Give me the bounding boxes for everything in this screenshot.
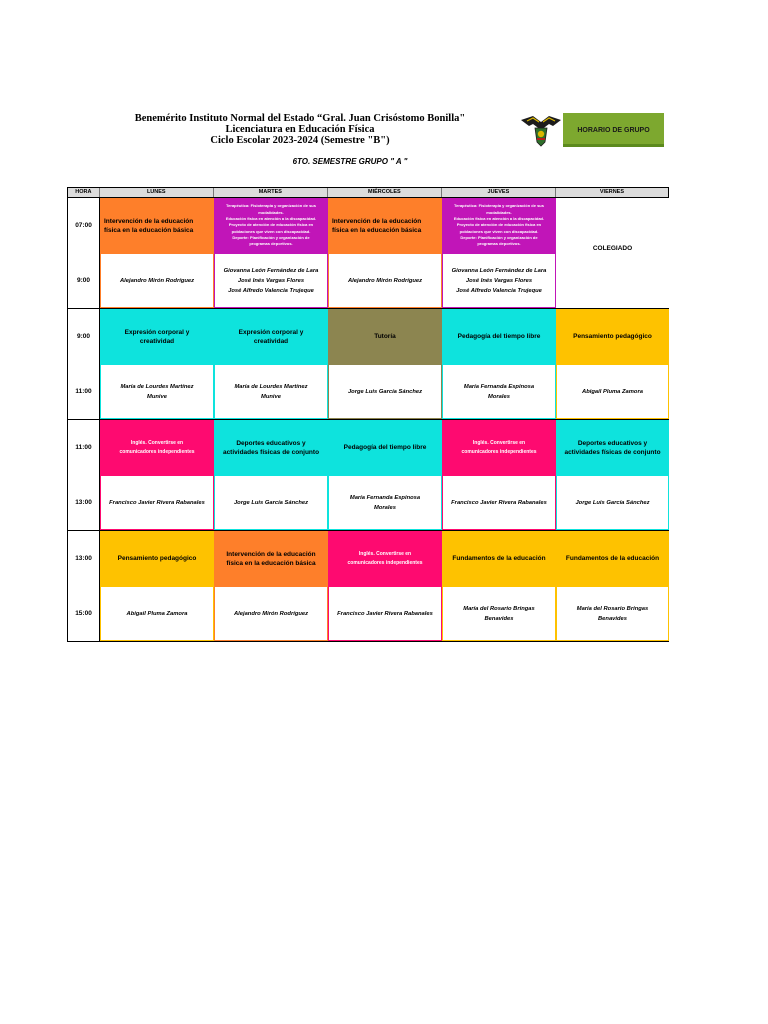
hour-cell: 13:00 <box>67 475 100 530</box>
cell-line: Tutoría <box>374 333 396 340</box>
teacher-cell-wednesday <box>328 475 442 530</box>
table-row <box>67 586 669 642</box>
column-header-friday: VIERNES <box>599 189 625 195</box>
cell-line: Giovanna León Fernández de Lara <box>223 267 319 274</box>
cell-line: Proyecto de atención de educación física en <box>456 222 542 228</box>
hour-cell: 11:00 <box>67 420 100 475</box>
cell-line: Jorge Luis García Sánchez <box>233 499 309 506</box>
cell-text <box>573 332 652 341</box>
cell-line: Jorge Luis García Sánchez <box>575 499 650 506</box>
cell-line: José Alfredo Valencia Trujeque <box>456 287 542 294</box>
hour-cell: 9:00 <box>67 309 100 364</box>
cell-text <box>593 244 632 253</box>
cell-line: José Inés Vargas Flores <box>465 277 533 284</box>
cell-line: Jorge Luis García Sánchez <box>347 388 423 395</box>
teacher-cell-tuesday <box>214 364 328 419</box>
teacher-cell-thursday <box>442 475 556 530</box>
cell-line: María de Lourdes Martínez <box>120 383 194 390</box>
cell-text <box>566 554 659 563</box>
subject-cell-wednesday <box>328 309 442 364</box>
cell-text <box>344 443 427 452</box>
column-header-monday: LUNES <box>100 188 214 197</box>
subject-cell-thursday <box>442 420 556 475</box>
cell-line: Francisco Javier Rivera Rabanales <box>337 610 433 617</box>
cell-text <box>234 609 308 619</box>
cell-line: María del Rosario Bringas <box>463 605 535 612</box>
cell-text <box>223 439 319 457</box>
cell-line: modalidades. <box>486 209 512 215</box>
institution-header <box>100 113 500 146</box>
cell-line: Expresión corporal y <box>124 328 190 336</box>
cell-text <box>109 498 205 508</box>
column-header-wednesday: MIÉRCOLES <box>328 188 442 197</box>
cell-line: Deportes educativos y <box>577 439 648 447</box>
cell-text <box>575 498 649 508</box>
cell-line: actividades físicas de conjunto <box>564 448 661 456</box>
hour-cell: 15:00 <box>67 586 100 641</box>
cell-text <box>120 276 194 286</box>
cell-line: comunicadores independientes <box>119 448 195 455</box>
table-row <box>67 253 669 309</box>
table-row <box>67 531 669 586</box>
cell-line: Benavides <box>598 615 627 622</box>
teacher-cell-monday <box>100 364 214 419</box>
cell-line: Inglés. Convertirse en <box>130 439 184 446</box>
table-row <box>67 198 669 253</box>
cell-text <box>348 276 422 286</box>
cell-line: Educación física en atención a la discapacidad. <box>225 216 317 222</box>
table-row <box>67 475 669 531</box>
subject-cell-thursday <box>442 198 556 253</box>
table-row <box>67 420 669 475</box>
cell-line: Francisco Javier Rivera Rabanales <box>109 499 205 506</box>
cell-line: Inglés. Convertirse en <box>472 439 526 446</box>
cell-line: Morales <box>374 504 396 511</box>
cell-line: física en la educación básica <box>332 226 422 234</box>
subject-cell-tuesday <box>214 531 328 586</box>
cell-text <box>582 387 643 397</box>
teacher-cell-tuesday <box>214 253 328 308</box>
cell-text <box>452 266 547 296</box>
cell-line: Deporte: Planificación y organización de <box>232 234 310 240</box>
teacher-cell-tuesday <box>214 475 328 530</box>
school-year: Ciclo Escolar 2023-2024 (Semestre "B") <box>210 135 390 146</box>
cell-line: María del Rosario Bringas <box>576 605 649 612</box>
schedule-logo <box>519 112 664 148</box>
cell-line: comunicadores independientes <box>461 448 537 455</box>
subject-cell-thursday <box>442 309 556 364</box>
teacher-cell-tuesday <box>214 586 328 641</box>
cell-line: programas deportivos. <box>477 241 521 247</box>
cell-line: Expresión corporal y <box>238 328 304 336</box>
subject-cell-friday <box>556 420 669 475</box>
colegiado-cell-friday-continued <box>556 253 669 308</box>
subject-cell-monday <box>100 531 214 586</box>
colegiado-cell-friday <box>556 198 669 253</box>
cell-line: Alejandro Mirón Rodríguez <box>233 610 309 617</box>
cell-line: Pensamiento pedagógico <box>573 333 652 340</box>
cell-text <box>347 550 422 568</box>
cell-line: Terapéutica: Fisioterapia y organización de sus <box>454 203 544 209</box>
teacher-cell-thursday <box>442 364 556 419</box>
cell-text <box>104 217 193 235</box>
cell-text <box>234 498 308 508</box>
cell-line: física en la educación básica <box>104 226 194 234</box>
cell-line: actividades físicas de conjunto <box>222 448 320 456</box>
subject-cell-friday <box>556 309 669 364</box>
cell-text <box>226 550 315 568</box>
cell-line: Fundamentos de la educación <box>565 555 660 562</box>
subject-cell-tuesday <box>214 420 328 475</box>
cell-line: José Alfredo Valencia Trujeque <box>228 287 314 294</box>
teacher-cell-wednesday <box>328 364 442 419</box>
cell-text <box>577 604 649 624</box>
cell-line: Inglés. Convertirse en <box>358 550 412 557</box>
cell-line: creatividad <box>139 337 175 345</box>
program-name: Licenciatura en Educación Física <box>225 124 375 135</box>
cell-line: Alejandro Mirón Rodríguez <box>119 277 195 284</box>
cell-text <box>234 382 307 402</box>
subject-cell-monday <box>100 309 214 364</box>
teacher-cell-monday <box>100 475 214 530</box>
subject-cell-wednesday <box>328 198 442 253</box>
eagle-emblem-icon <box>519 112 563 148</box>
teacher-cell-friday <box>556 586 669 641</box>
cell-line: modalidades. <box>258 209 284 215</box>
cell-line: Giovanna León Fernández de Lara <box>451 267 547 274</box>
teacher-cell-thursday <box>442 253 556 308</box>
subject-cell-wednesday <box>328 531 442 586</box>
cell-line: Munive <box>147 393 167 400</box>
cell-text <box>464 382 534 402</box>
column-header-thursday: JUEVES <box>442 188 556 197</box>
cell-line: Francisco Javier Rivera Rabanales <box>451 499 547 506</box>
cell-text <box>452 554 545 563</box>
cell-text <box>463 604 535 624</box>
column-header-hour: HORA <box>68 188 100 197</box>
cell-line: Pensamiento pedagógico <box>117 555 197 562</box>
cell-text <box>118 554 197 563</box>
cell-line: Fundamentos de la educación <box>452 555 546 562</box>
cell-line: Benavides <box>484 615 514 622</box>
cell-line: física en la educación básica <box>226 559 316 567</box>
subject-cell-friday <box>556 531 669 586</box>
cell-line: creatividad <box>253 337 289 345</box>
cell-line: José Inés Vargas Flores <box>237 277 305 284</box>
cell-text <box>348 387 422 397</box>
cell-text <box>125 328 190 346</box>
teacher-cell-thursday <box>442 586 556 641</box>
subject-cell-tuesday <box>214 309 328 364</box>
cell-text <box>120 382 193 402</box>
cell-text <box>332 217 421 235</box>
hour-cell: 11:00 <box>67 364 100 419</box>
cell-text <box>350 493 420 513</box>
column-header-tuesday: MARTES <box>214 188 328 197</box>
cell-line: Pedagogía del tiempo libre <box>343 444 427 451</box>
table-header <box>67 187 669 198</box>
subject-cell-wednesday <box>328 420 442 475</box>
teacher-cell-wednesday <box>328 253 442 308</box>
cell-line: Deportes educativos y <box>236 439 306 447</box>
cell-line: Abigail Pluma Zamora <box>582 388 643 395</box>
subject-cell-thursday <box>442 531 556 586</box>
cell-text <box>451 498 547 508</box>
schedule-banner: HORARIO DE GRUPO <box>563 113 664 147</box>
institution-name: Benemérito Instituto Normal del Estado “Gral. Juan Crisóstomo Bonilla" <box>134 113 466 124</box>
cell-line: Abigail Pluma Zamora <box>126 610 188 617</box>
cell-text <box>127 609 188 619</box>
cell-line: María Fernanda Espinosa <box>463 383 535 390</box>
cell-line: Alejandro Mirón Rodríguez <box>347 277 423 284</box>
cell-line: poblaciones que viven con discapacidad. <box>231 228 311 234</box>
schedule-rows <box>67 198 669 642</box>
cell-line: María Fernanda Espinosa <box>349 494 421 501</box>
teacher-cell-friday <box>556 475 669 530</box>
cell-text <box>454 203 544 247</box>
teacher-cell-wednesday <box>328 586 442 641</box>
subject-cell-monday <box>100 198 214 253</box>
cell-text <box>564 439 660 457</box>
subject-cell-monday <box>100 420 214 475</box>
cell-text <box>337 609 433 619</box>
hour-cell: 13:00 <box>67 531 100 586</box>
hour-cell: 07:00 <box>67 198 100 253</box>
subject-cell-tuesday <box>214 198 328 253</box>
table-row <box>67 309 669 364</box>
cell-line: COLEGIADO <box>592 245 633 252</box>
cell-line: Intervención de la educación <box>332 217 422 225</box>
cell-text <box>224 266 319 296</box>
cell-line: comunicadores independientes <box>347 559 423 566</box>
cell-line: Deporte: Planificación y organización de <box>460 234 538 240</box>
cell-text <box>119 439 194 457</box>
cell-text <box>461 439 536 457</box>
cell-text <box>239 328 304 346</box>
cell-line: Munive <box>261 393 281 400</box>
cell-line: Proyecto de atención de educación física en <box>228 222 314 228</box>
schedule-table <box>67 187 669 642</box>
teacher-cell-monday <box>100 586 214 641</box>
teacher-cell-friday <box>556 364 669 419</box>
hour-cell: 9:00 <box>67 253 100 308</box>
cell-line: Educación física en atención a la discapacidad. <box>453 216 545 222</box>
cell-line: Terapéutica: Fisioterapia y organización de sus <box>226 203 316 209</box>
cell-line: programas deportivos. <box>249 241 293 247</box>
cell-text <box>374 332 396 341</box>
cell-line: Pedagogía del tiempo libre <box>457 333 541 340</box>
cell-line: poblaciones que viven con discapacidad. <box>459 228 539 234</box>
cell-line: Intervención de la educación <box>226 550 316 558</box>
group-subtitle: 6TO. SEMESTRE GRUPO " A " <box>292 157 408 166</box>
cell-text <box>226 203 316 247</box>
teacher-cell-monday <box>100 253 214 308</box>
cell-text <box>458 332 541 341</box>
cell-line: Intervención de la educación <box>104 217 194 225</box>
cell-line: Morales <box>488 393 510 400</box>
cell-line: María de Lourdes Martínez <box>234 383 308 390</box>
table-row <box>67 364 669 420</box>
